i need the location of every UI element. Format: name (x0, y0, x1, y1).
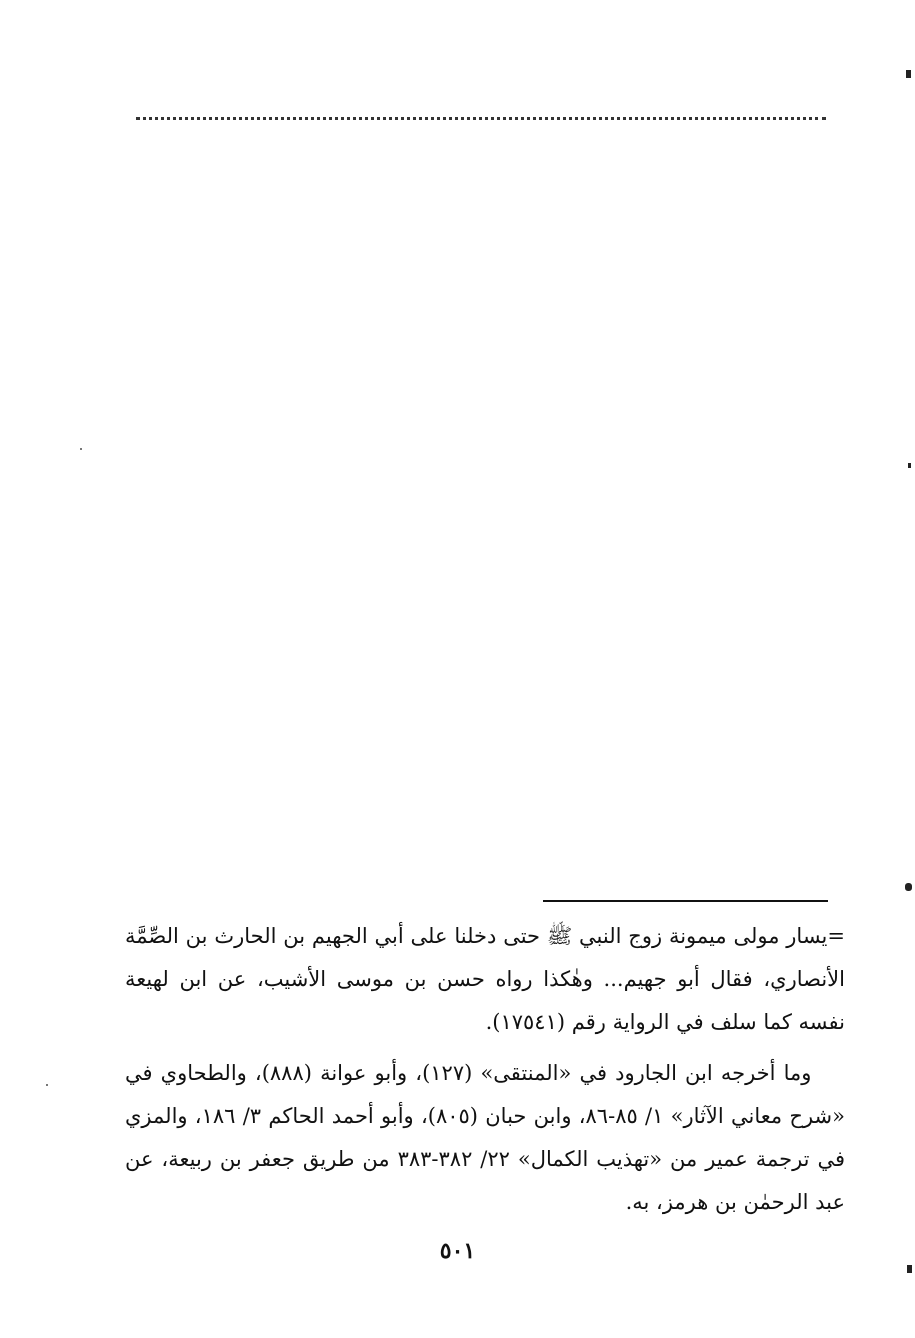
scan-edge-mark (907, 1265, 912, 1273)
footnote-separator (543, 900, 828, 902)
footnote-paragraph: وما أخرجه ابن الجارود في «المنتقى» (١٢٧)، وأبو عوانة (٨٨٨)، والطحاوي في «شرح معاني الآثار» ١/ ٨٥-٨٦، وابن حبان (٨٠٥)، وأبو أحمد الحاكم ٣/ ١٨٦، والمزي في ترجمة عمير من «تهذيب الكمال» ٢٢/ ٣٨٢-٣٨٣ من طريق جعفر بن ربيعة، عن عبد الرحمٰن بن هرمز، به. (125, 1061, 845, 1214)
dotted-separator (136, 117, 826, 120)
page-number: ٥٠١ (439, 1238, 476, 1264)
scan-edge-mark (906, 70, 911, 78)
footnote-paragraph: =يسار مولى ميمونة زوج النبي ﷺ حتى دخلنا على أبي الجهيم بن الحارث بن الصِّمَّة الأنصاري، فقال أبو جهيم... وهٰكذا رواه حسن بن موسى الأشيب، عن ابن لهيعة نفسه كما سلف في الرواية رقم (١٧٥٤١). (125, 924, 845, 1034)
scan-edge-mark (908, 463, 911, 468)
footnotes-section (125, 915, 845, 1224)
scan-speck (80, 448, 82, 450)
scan-speck (46, 1084, 48, 1086)
scan-edge-mark (905, 883, 912, 891)
